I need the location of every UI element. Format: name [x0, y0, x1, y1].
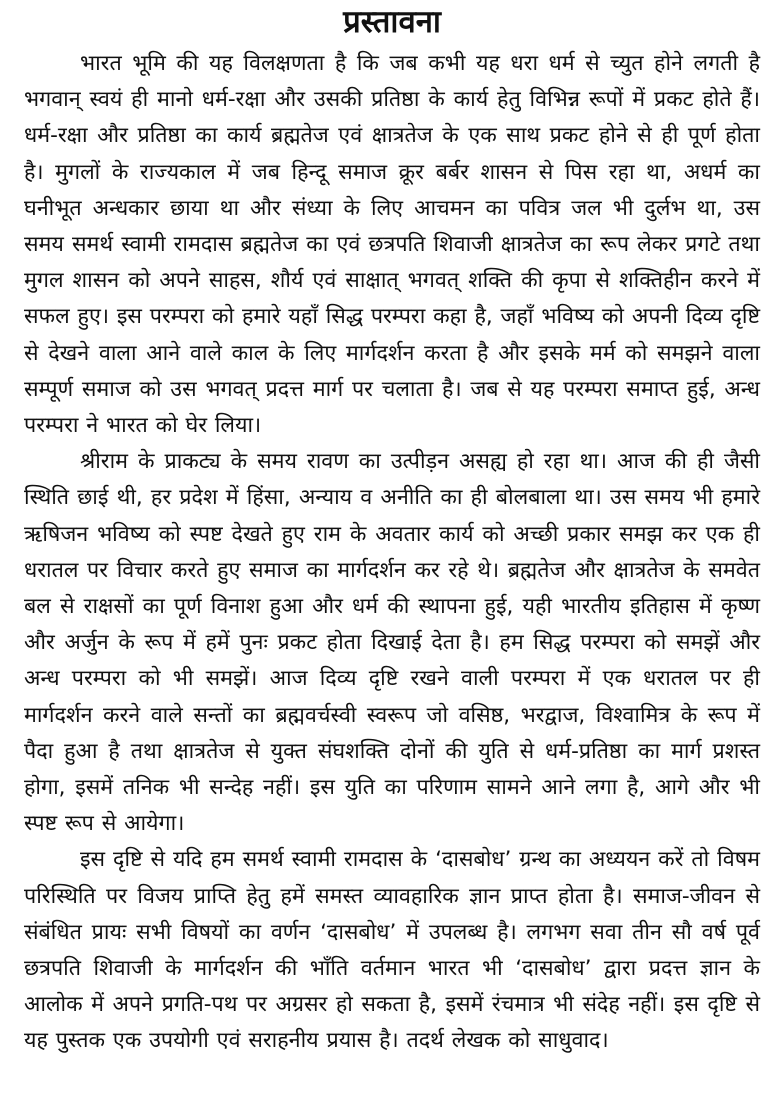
page-title: प्रस्तावना: [343, 4, 441, 40]
paragraph-2: श्रीराम के प्राकट्य के समय रावण का उत्पीड़न असह्य हो रहा था। आज की ही जैसी स्थिति छाई थी, हर प्रदेश में हिंसा, अन्याय व अनीति का ही बोलबाला था। उस समय भी हमारे ऋषिजन भविष्य को स्पष्ट देखते हुए राम के अवतार कार्य को अच्छी प्रकार समझ कर एक ही धरातल पर विचार करते हुए समाज का मार्गदर्शन कर रहे थे। ब्रह्मतेज और क्षात्रतेज के समवेत बल से राक्षसों का पूर्ण विनाश हुआ और धर्म की स्थापना हुई, यही भारतीय इतिहास में कृष्ण और अर्जुन के रूप में हमें पुनः प्रकट होता दिखाई देता है। हम सिद्ध परम्परा को समझें और अन्ध परम्परा को भी समझें। आज दिव्य दृष्टि रखने वाली परम्परा में एक धरातल पर ही मार्गदर्शन करने वाले सन्तों का ब्रह्मवर्चस्वी स्वरूप जो वसिष्ठ, भरद्वाज, विश्वामित्र के रूप में पैदा हुआ है तथा क्षात्रतेज से युक्त संघशक्ति दोनों की युति से धर्म-प्रतिष्ठा का मार्ग प्रशस्त होगा, इसमें तनिक भी सन्देह नहीं। इस युति का परिणाम सामने आने लगा है, आगे और भी स्पष्ट रूप से आयेगा।: [24, 449, 760, 837]
paragraph-3: इस दृष्टि से यदि हम समर्थ स्वामी रामदास के ‘दासबोध’ ग्रन्थ का अध्ययन करें तो विषम परिस्थिति पर विजय प्राप्ति हेतु हमें समस्त व्यावहारिक ज्ञान प्राप्त होता है। समाज-जीवन से संबंधित प्रायः सभी विषयों का वर्णन ‘दासबोध’ में उपलब्ध है। लगभग सवा तीन सौ वर्ष पूर्व छत्रपति शिवाजी के मार्गदर्शन की भाँति वर्तमान भारत भी ‘दासबोध’ द्वारा प्रदत्त ज्ञान के आलोक में अपने प्रगति-पथ पर अग्रसर हो सकता है, इसमें रंचमात्र भी संदेह नहीं। इस दृष्टि से यह पुस्तक एक उपयोगी एवं सराहनीय प्रयास है। तदर्थ लेखक को साधुवाद।: [24, 847, 760, 1054]
paragraph-1: भारत भूमि की यह विलक्षणता है कि जब कभी यह धरा धर्म से च्युत होने लगती है भगवान् स्वयं ही मानो धर्म-रक्षा और उसकी प्रतिष्ठा के कार्य हेतु विभिन्न रूपों में प्रकट होते हैं। धर्म-रक्षा और प्रतिष्ठा का कार्य ब्रह्मतेज एवं क्षात्रतेज के एक साथ प्रकट होने से ही पूर्ण होता है। मुगलों के राज्यकाल में जब हिन्दू समाज क्रूर बर्बर शासन से पिस रहा था, अधर्म का घनीभूत अन्धकार छाया था और संध्या के लिए आचमन का पवित्र जल भी दुर्लभ था, उस समय समर्थ स्वामी रामदास ब्रह्मतेज का एवं छत्रपति शिवाजी क्षात्रतेज का रूप लेकर प्रगटे तथा मुगल शासन को अपने साहस, शौर्य एवं साक्षात् भगवत् शक्ति की कृपा से शक्तिहीन करने में सफल हुए। इस परम्परा को हमारे यहाँ सिद्ध परम्परा कहा है, जहाँ भविष्य को अपनी दिव्य दृष्टि से देखने वाला आने वाले काल के लिए मार्गदर्शन करता है और इसके मर्म को समझने वाला सम्पूर्ण समाज को उस भगवत् प्रदत्त मार्ग पर चलाता है। जब से यह परम्परा समाप्त हुई, अन्ध परम्परा ने भारत को घेर लिया।: [24, 51, 760, 439]
